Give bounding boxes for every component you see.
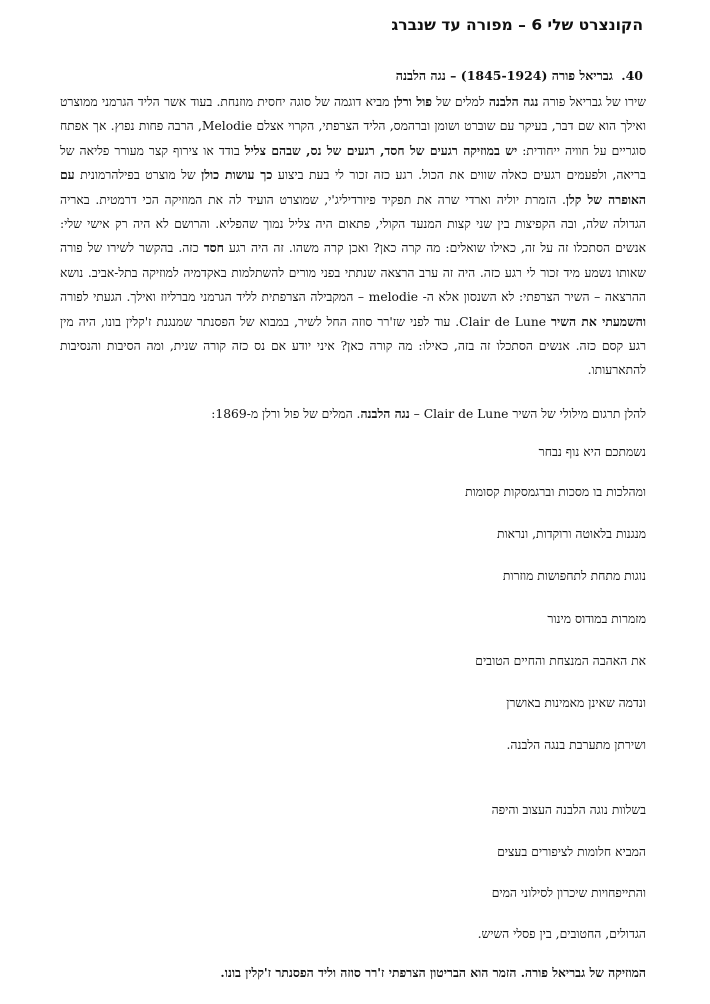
body-bold-text: חסד: [203, 240, 224, 256]
body-text: של מוצרט בפילהרמונית: [74, 168, 202, 183]
verse-line: את האהבה המנצחת והחיים הטובים: [475, 654, 646, 668]
header-title: הקונצרט שלי 6 – מפורה עד שנברג: [391, 16, 643, 34]
intro-text: . המלים של פול ורלן מ-1869:: [211, 407, 361, 421]
verse-line: נשמתכם היא נוף נבחר: [538, 445, 646, 459]
verse-line: ושירתן מתערבת בנגה הלבנה.: [506, 738, 646, 752]
song-heading: [43, 68, 643, 84]
verse-line: הגדולים, החטובים, בין פסלי השיש.: [477, 927, 646, 941]
body-bold-text: נגה הלבנה: [488, 94, 539, 109]
song-number: 40.: [621, 68, 643, 83]
body-bold-text: עם האופרה של קלן: [60, 167, 647, 207]
verse-line: נוגות מתחת לתחפושות מוזרות: [502, 569, 646, 583]
body-paragraph: [60, 90, 646, 383]
body-bold-text: פול ורלן: [393, 94, 432, 109]
verse-line: מנגנות בלאוטה ורוקדות, ונראות: [496, 527, 646, 541]
verse-line: בשלוות נוגה הלבנה העצוב והיפה: [491, 803, 646, 817]
body-text: מביא דוגמה של סוגה יחסית מוזנחת. בעוד אשר הליד הגרמני ממוצרט ואילך הוא שם דבר, בעיקר עם שוברט ושומן וברהמס, הליד הצרפתי, הקרוי אצלם Melodie, הרבה פחות נפוץ. אך אפתח סוגריים על חוויה ייחודית:: [60, 95, 646, 158]
intro-song-title: נגה הלבנה: [360, 406, 410, 421]
body-text: . הזמרת יוליה וארדי שרה את תפקיד פיורדיליג'י, שמוצרט הועיד לה את המוזיקה הכי דרמטית. באריה הגדולה שלה, ובה הקפיצות בין שני קצות המנעד הקולי, פתאום היה צליל נמוך שהפליא. והרושם לא היה רק אישי שלי: אנשים הסתכלו זה על זה, כאילו שואלים: מה קרה כאן? ואכן קרה משהו. זה היה רגע: [60, 192, 646, 256]
body-text: שירו של גבריאל פורה: [538, 95, 646, 109]
body-bold-text: והשמעתי את השיר: [550, 313, 646, 329]
verse-line: מזמרות במודוס מינור: [547, 612, 646, 626]
body-text: למלים של: [431, 95, 489, 109]
recording-note: המוזיקה של גבריאל פורה. הזמר הוא הבריטון הצרפתי ז'רר סוזה וליד הפסנתר ז'קלין בונו.: [220, 965, 646, 980]
translation-intro: [46, 406, 646, 422]
body-text: כזה. בהקשר לשירו של פורה שאותו נשמע מיד זכור לי רגע כזה. היה זה ערב הרצאה שנתתי בפני מורים להשתלמות באקדמיה למוזיקה בתל-אביב. נושא ההרצאה – השיר הצרפתי: לא השנסון אלא ה- melodie – המקבילה הצרפתית לליד הגרמני מברליוז ואילך. הגעתי לפורה: [60, 241, 646, 305]
page-header: [43, 16, 643, 34]
body-bold-text: כך עושות כולן: [201, 167, 273, 183]
body-text: בודד או צירוף קצר מעורר פליאה של בריאה, ולפעמים רגעים כאלה שווים את הכול. רגע כזה זכור לי בעת ביצוע: [60, 143, 646, 183]
composer-life: גבריאל פורה (1845-1924) –: [450, 68, 613, 83]
intro-text: להלן תרגום מילולי של השיר Clair de Lune –: [409, 407, 646, 421]
verse-line: ונדמה שאינן מאמינות באושרן: [506, 696, 646, 710]
verse-line: ומהלכות בו מסכות וברגמסקות קסומות: [465, 485, 646, 499]
verse-line: והתייפחויות שיכרון לסילוני המים: [491, 886, 646, 900]
song-title: נגה הלבנה: [395, 68, 446, 83]
verse-line: המביא חלומות לציפורים בעצים: [497, 845, 646, 859]
body-bold-text: יש במוזיקה רגעים של חסד, רגעים של נס, שבהם צליל: [244, 142, 518, 158]
body-text: Clair de Lune. עוד לפני שז'רר סוזה החל לשיר, במבוא של הפסנתר שמנגנת ז'קלין בונו, היה מין רגע קסם כזה. אנשים הסתכלו זה בזה, כאילו: מה קורה כאן? איני יודע אם נס כזה קורה שנית, ומה הסיבות והנסיבות להתארעותו.: [60, 314, 646, 378]
